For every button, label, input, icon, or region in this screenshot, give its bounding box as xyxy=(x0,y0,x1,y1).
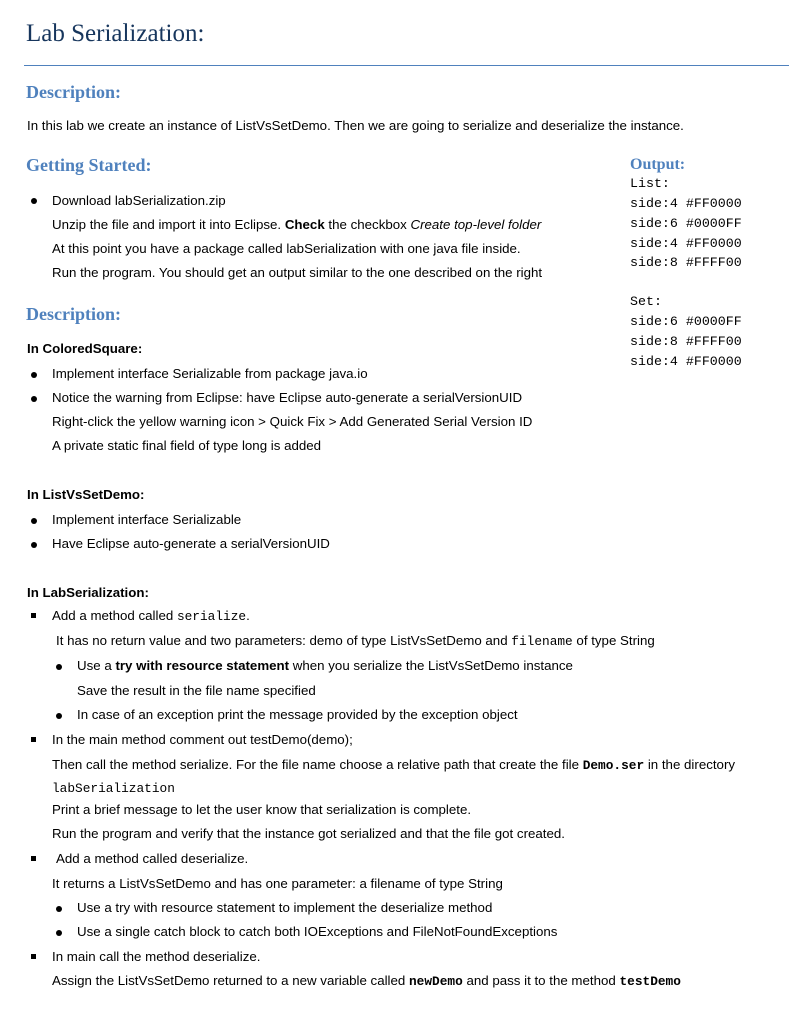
cs-item-line: Right-click the yellow warning icon > Quick Fix > Add Generated Serial Version ID xyxy=(52,414,533,429)
ls-step-main-deserialize-line: Assign the ListVsSetDemo returned to a new variable called newDemo and pass it to the method testDemo xyxy=(52,973,681,989)
ls-sub-item: In case of an exception print the message provided by the exception object xyxy=(77,707,518,722)
getting-started-heading: Getting Started: xyxy=(26,155,152,175)
ls-step-deserialize: Add a method called deserialize. xyxy=(56,851,249,866)
bullet-icon xyxy=(31,372,37,378)
ls-step-serialize-line: It has no return value and two parameters: demo of type ListVsSetDemo and filename of type String xyxy=(56,633,655,649)
ls-sub-item: Use a try with resource statement when you serialize the ListVsSetDemo instance xyxy=(77,658,573,673)
bullet-icon xyxy=(56,713,62,719)
cs-item-line: A private static final field of type long is added xyxy=(52,438,322,453)
ls-step-main: In the main method comment out testDemo(demo); xyxy=(52,732,353,747)
bullet-icon xyxy=(31,396,37,402)
ls-sub-item-line: Save the result in the file name specified xyxy=(77,683,316,698)
ls-step-main-line: Print a brief message to let the user know that serialization is complete. xyxy=(52,802,472,817)
output-list-line: side:4 #FF0000 xyxy=(630,196,742,211)
description-heading: Description: xyxy=(26,82,121,102)
lvs-item: Implement interface Serializable xyxy=(52,512,242,527)
intro-text: In this lab we create an instance of ListVsSetDemo. Then we are going to serialize and deserialize the instance. xyxy=(27,118,684,133)
output-set-label: Set: xyxy=(630,294,662,309)
colored-square-label: In ColoredSquare: xyxy=(27,341,143,356)
cs-item: Notice the warning from Eclipse: have Eclipse auto-generate a serialVersionUID xyxy=(52,390,523,405)
bullet-icon xyxy=(31,518,37,524)
output-set-line: side:4 #FF0000 xyxy=(630,354,742,369)
output-set-line: side:6 #0000FF xyxy=(630,314,742,329)
bullet-icon xyxy=(56,930,62,936)
list-vs-set-label: In ListVsSetDemo: xyxy=(27,487,145,502)
square-bullet-icon xyxy=(31,954,36,959)
output-list-line: side:8 #FFFF00 xyxy=(630,255,742,270)
output-list-line: side:6 #0000FF xyxy=(630,216,742,231)
bullet-icon xyxy=(31,198,37,204)
ls-step-main-line: Run the program and verify that the instance got serialized and that the file got created. xyxy=(52,826,565,841)
gs-step-package: At this point you have a package called labSerialization with one java file inside. xyxy=(52,241,521,256)
output-list-line: side:4 #FF0000 xyxy=(630,236,742,251)
gs-step-download: Download labSerialization.zip xyxy=(52,193,226,208)
page-title: Lab Serialization: xyxy=(26,20,205,47)
ls-step-main-deserialize: In main call the method deserialize. xyxy=(52,949,261,964)
square-bullet-icon xyxy=(31,613,36,618)
bullet-icon xyxy=(56,664,62,670)
square-bullet-icon xyxy=(31,737,36,742)
bullet-icon xyxy=(56,906,62,912)
cs-item: Implement interface Serializable from package java.io xyxy=(52,366,368,381)
ls-step-main-line: Then call the method serialize. For the file name choose a relative path that create the file Demo.ser in the directory xyxy=(52,757,736,773)
title-rule xyxy=(24,65,789,66)
ls-step-serialize: Add a method called serialize. xyxy=(52,608,250,624)
output-set-line: side:8 #FFFF00 xyxy=(630,334,742,349)
gs-step-unzip: Unzip the file and import it into Eclipse. Check the checkbox Create top-level folder xyxy=(52,217,542,232)
ls-sub-item: Use a try with resource statement to implement the deserialize method xyxy=(77,900,493,915)
ls-step-deserialize-line: It returns a ListVsSetDemo and has one parameter: a filename of type String xyxy=(52,876,503,891)
lab-serialization-label: In LabSerialization: xyxy=(27,585,149,600)
output-list-label: List: xyxy=(630,176,670,191)
gs-step-run: Run the program. You should get an output similar to the one described on the right xyxy=(52,265,543,280)
ls-step-main-dir: labSerialization xyxy=(52,781,175,796)
bullet-icon xyxy=(31,542,37,548)
square-bullet-icon xyxy=(31,856,36,861)
ls-sub-item: Use a single catch block to catch both IOExceptions and FileNotFoundExceptions xyxy=(77,924,558,939)
description2-heading: Description: xyxy=(26,304,121,324)
lvs-item: Have Eclipse auto-generate a serialVersionUID xyxy=(52,536,330,551)
output-heading: Output: xyxy=(630,156,686,173)
